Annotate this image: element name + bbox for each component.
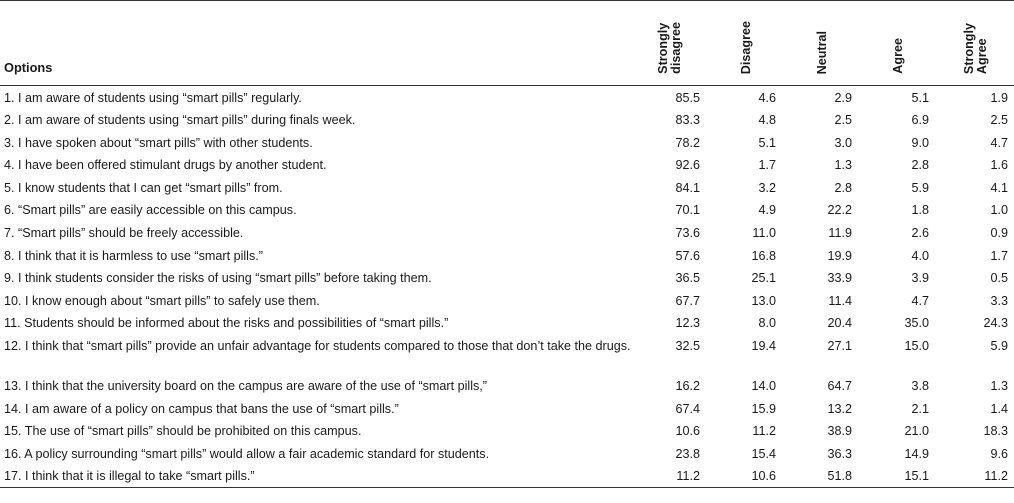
value-strongly-disagree: 36.5 (675, 271, 700, 286)
table-row (0, 334, 1014, 374)
value-disagree: 19.4 (751, 339, 776, 354)
value-agree: 1.8 (911, 203, 929, 218)
value-strongly-agree: 2.5 (990, 113, 1008, 128)
value-agree: 2.8 (911, 158, 929, 173)
value-disagree: 10.6 (708, 464, 784, 487)
option-text: 12. I think that “smart pills” provide an unfair advantage for students compared to those that don’t take the drugs. (4, 339, 631, 354)
value-disagree: 13.0 (751, 293, 776, 308)
table-row (0, 131, 1014, 154)
value-strongly-disagree: 16.2 (675, 379, 700, 394)
value-strongly-disagree: 57.6 (675, 248, 700, 263)
value-agree: 14.9 (904, 446, 929, 461)
value-strongly-agree: 3.3 (990, 293, 1008, 308)
value-strongly-agree: 1.6 (990, 158, 1008, 173)
value-strongly-disagree: 92.6 (675, 158, 700, 173)
value-disagree: 15.9 (751, 401, 776, 416)
table-row (0, 464, 1014, 487)
value-neutral: 51.8 (784, 464, 860, 487)
value-agree: 3.9 (911, 271, 929, 286)
options-header: Options (0, 1, 632, 86)
value-neutral: 11.4 (828, 293, 852, 308)
table-row (0, 397, 1014, 420)
table-row (0, 108, 1014, 131)
value-neutral: 1.3 (834, 158, 852, 173)
value-agree: 21.0 (904, 424, 929, 439)
value-strongly-disagree: 32.5 (675, 339, 700, 354)
value-neutral: 36.3 (827, 446, 852, 461)
value-strongly-agree: 5.9 (990, 339, 1008, 354)
value-strongly-agree: 1.0 (990, 203, 1008, 218)
value-agree: 35.0 (904, 316, 929, 331)
value-strongly-disagree: 10.6 (675, 424, 700, 439)
value-strongly-disagree: 84.1 (675, 180, 700, 195)
table-row (0, 198, 1014, 221)
value-strongly-disagree: 11.2 (632, 464, 708, 487)
option-text: 8. I think that it is harmless to use “smart pills.” (4, 248, 263, 263)
value-disagree: 15.4 (751, 446, 776, 461)
value-disagree: 3.2 (758, 180, 776, 195)
value-disagree: 1.7 (758, 158, 776, 173)
value-strongly-agree: 4.1 (990, 180, 1008, 195)
option-text: 15. The use of “smart pills” should be prohibited on this campus. (4, 424, 362, 439)
value-neutral: 33.9 (827, 271, 852, 286)
value-agree: 5.1 (911, 91, 929, 105)
value-neutral: 27.1 (827, 339, 852, 354)
table-row (0, 289, 1014, 312)
value-neutral: 22.2 (827, 203, 852, 218)
option-text: 7. “Smart pills” should be freely accessible. (4, 226, 244, 241)
value-agree: 9.0 (911, 135, 929, 150)
table-body (0, 86, 1014, 488)
option-text: 6. “Smart pills” are easily accessible on this campus. (4, 203, 297, 218)
value-neutral: 20.4 (827, 316, 852, 331)
value-agree: 2.6 (911, 226, 929, 241)
value-neutral: 64.7 (827, 379, 852, 394)
value-agree: 4.0 (911, 248, 929, 263)
value-strongly-agree: 1.3 (990, 379, 1008, 394)
value-disagree: 11.2 (752, 424, 776, 439)
value-neutral: 2.5 (834, 113, 852, 128)
value-strongly-disagree: 23.8 (675, 446, 700, 461)
option-text: 5. I know students that I can get “smart pills” from. (4, 180, 283, 195)
table-row (0, 419, 1014, 442)
column-header-neutral: Neutral (784, 1, 860, 86)
table-row (0, 176, 1014, 199)
option-text: 4. I have been offered stimulant drugs by another student. (4, 158, 327, 173)
value-strongly-agree: 0.9 (990, 226, 1008, 241)
value-neutral: 11.9 (828, 226, 852, 241)
value-disagree: 5.1 (758, 135, 776, 150)
value-disagree: 14.0 (751, 379, 776, 394)
value-strongly-disagree: 85.5 (675, 91, 700, 105)
value-agree: 5.9 (911, 180, 929, 195)
value-strongly-agree: 18.3 (983, 424, 1008, 439)
option-text: 3. I have spoken about “smart pills” with other students. (4, 135, 313, 150)
value-disagree: 16.8 (751, 248, 776, 263)
value-strongly-agree: 24.3 (983, 316, 1008, 331)
value-strongly-agree: 1.7 (990, 248, 1008, 263)
value-strongly-agree: 0.5 (990, 271, 1008, 286)
table-row (0, 311, 1014, 334)
option-text: 2. I am aware of students using “smart pills” during finals week. (4, 113, 356, 128)
table-row (0, 86, 1014, 109)
value-strongly-agree: 4.7 (990, 135, 1008, 150)
option-text: 17. I think that it is illegal to take “smart pills.” (0, 464, 632, 487)
column-header-strongly-disagree: Strongly disagree (632, 1, 708, 86)
value-neutral: 2.9 (834, 91, 852, 105)
table-row (0, 374, 1014, 397)
value-agree: 15.1 (860, 464, 937, 487)
value-disagree: 11.0 (752, 226, 776, 241)
value-strongly-disagree: 78.2 (675, 135, 700, 150)
value-agree: 4.7 (911, 293, 929, 308)
option-text: 10. I know enough about “smart pills” to safely use them. (4, 293, 320, 308)
table-row (0, 153, 1014, 176)
column-header-strongly-agree: Strongly Agree (937, 1, 1014, 86)
value-disagree: 4.6 (758, 91, 776, 105)
value-strongly-disagree: 70.1 (675, 203, 700, 218)
value-disagree: 8.0 (758, 316, 776, 331)
value-agree: 2.1 (911, 401, 929, 416)
table-header (0, 1, 1014, 86)
value-strongly-disagree: 67.4 (675, 401, 700, 416)
option-text: 11. Students should be informed about the risks and possibilities of “smart pills.” (4, 316, 449, 331)
value-strongly-agree: 9.6 (990, 446, 1008, 461)
value-neutral: 2.8 (834, 180, 852, 195)
value-agree: 15.0 (904, 339, 929, 354)
option-text: 13. I think that the university board on the campus are aware of the use of “smart pills,” (4, 379, 488, 394)
option-text: 1. I am aware of students using “smart pills” regularly. (4, 91, 302, 105)
value-strongly-disagree: 83.3 (675, 113, 700, 128)
option-text: 14. I am aware of a policy on campus that bans the use of “smart pills.” (4, 401, 399, 416)
table-row (0, 442, 1014, 465)
value-neutral: 38.9 (827, 424, 852, 439)
value-neutral: 19.9 (827, 248, 852, 263)
value-strongly-disagree: 67.7 (675, 293, 700, 308)
value-neutral: 13.2 (827, 401, 852, 416)
value-disagree: 4.9 (758, 203, 776, 218)
value-strongly-agree: 1.9 (990, 91, 1008, 105)
value-strongly-disagree: 73.6 (675, 226, 700, 241)
value-disagree: 25.1 (751, 271, 776, 286)
table-row (0, 266, 1014, 289)
value-strongly-agree: 1.4 (990, 401, 1008, 416)
column-header-agree: Agree (860, 1, 937, 86)
value-disagree: 4.8 (758, 113, 776, 128)
column-header-disagree: Disagree (708, 1, 784, 86)
option-text: 16. A policy surrounding “smart pills” would allow a fair academic standard for students. (4, 446, 490, 461)
value-agree: 6.9 (911, 113, 929, 128)
value-agree: 3.8 (911, 379, 929, 394)
value-strongly-disagree: 12.3 (675, 316, 700, 331)
table-row (0, 244, 1014, 267)
option-text: 9. I think students consider the risks of using “smart pills” before taking them. (4, 271, 432, 286)
value-strongly-agree: 11.2 (937, 464, 1014, 487)
table-row (0, 221, 1014, 244)
value-neutral: 3.0 (834, 135, 852, 150)
